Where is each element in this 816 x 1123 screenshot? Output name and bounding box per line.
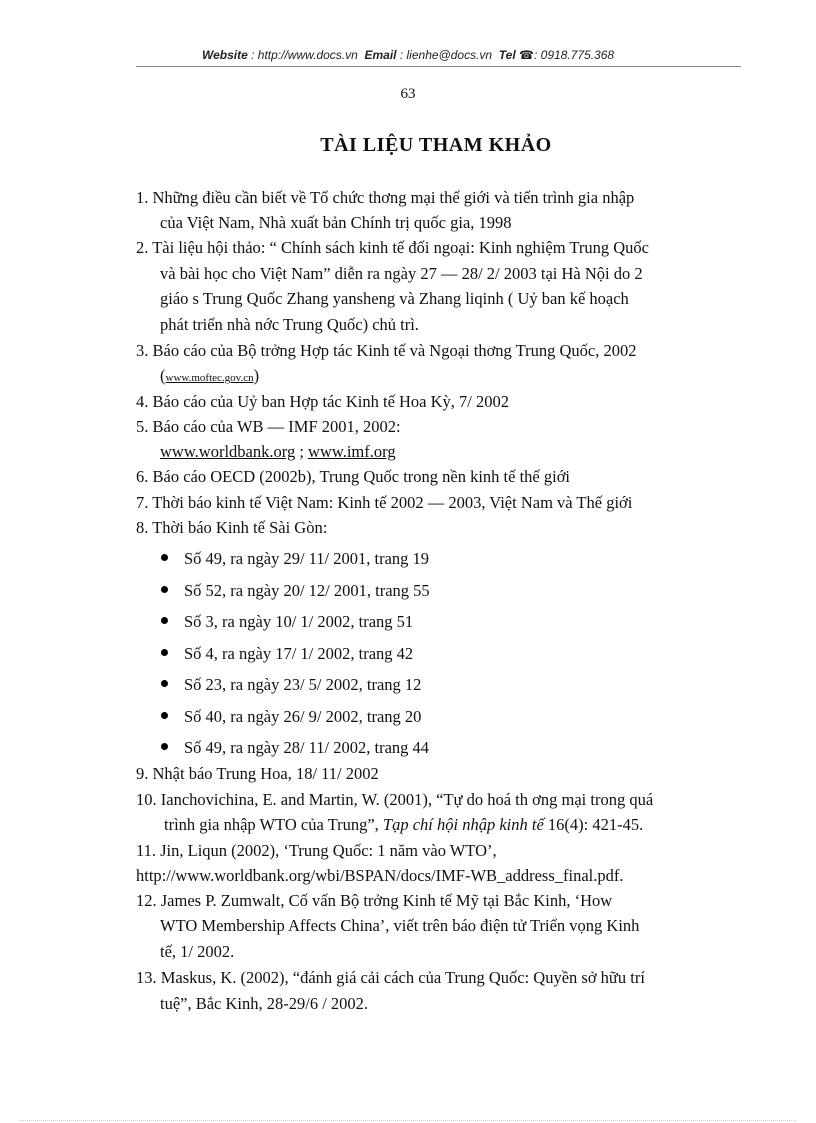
- ref-12-line-3: tế, 1/ 2002.: [160, 942, 235, 961]
- ref-8-issue: Số 4, ra ngày 17/ 1/ 2002, trang 42: [184, 644, 414, 663]
- ref-7: 7. Thời báo kinh tế Việt Nam: Kinh tế 2002 — 2003, Việt Nam và Thế giới: [136, 493, 633, 512]
- ref-10-line-2: trình gia nhập WTO của Trung”, Tạp chí hội nhập kinh tế 16(4): 421-45.: [164, 815, 644, 834]
- bullet-icon: [161, 680, 168, 687]
- ref-5-line-2: www.worldbank.org ; www.imf.org: [160, 442, 396, 461]
- email-value[interactable]: lienhe@docs.vn: [406, 48, 493, 62]
- tel-value: 0918.775.368: [540, 48, 615, 62]
- bullet-icon: [161, 712, 168, 719]
- ref-8: 8. Thời báo Kinh tế Sài Gòn:: [136, 518, 328, 537]
- ref-12-line-2: WTO Membership Affects China’, viết trên báo điện tử Triển vọng Kinh: [160, 916, 640, 935]
- ref-2-line-2: và bài học cho Việt Nam” diễn ra ngày 27 — 28/ 2/ 2003 tại Hà Nội do 2: [160, 264, 643, 283]
- imf-link[interactable]: www.imf.org: [308, 442, 396, 461]
- ref-9: 9. Nhật báo Trung Hoa, 18/ 11/ 2002: [136, 764, 379, 783]
- ref-3-link[interactable]: www.moftec.gov.cn: [165, 372, 254, 384]
- ref-8-issue: Số 49, ra ngày 28/ 11/ 2002, trang 44: [184, 738, 430, 757]
- bullet-icon: [161, 617, 168, 624]
- ref-2-line-4: phát triển nhà nớc Trung Quốc) chủ trì.: [160, 315, 419, 334]
- tel-label: Tel: [498, 48, 516, 62]
- bullet-icon: [161, 554, 168, 561]
- ref-8-issue: Số 3, ra ngày 10/ 1/ 2002, trang 51: [184, 612, 414, 631]
- website-label: Website: [201, 48, 248, 62]
- bullet-icon: [161, 743, 168, 750]
- ref-6: 6. Báo cáo OECD (2002b), Trung Quốc trong nền kinh tế thế giới: [136, 467, 571, 486]
- ref-13-line-2: tuệ”, Bắc Kinh, 28-29/6 / 2002.: [160, 994, 369, 1013]
- ref-5-line-1: 5. Báo cáo của WB — IMF 2001, 2002:: [136, 417, 401, 436]
- telephone-icon: ☎: [519, 48, 534, 62]
- bullet-icon: [161, 586, 168, 593]
- bullet-icon: [161, 649, 168, 656]
- ref-4: 4. Báo cáo của Uỷ ban Hợp tác Kinh tế Hoa Kỳ, 7/ 2002: [136, 392, 510, 411]
- worldbank-link[interactable]: www.worldbank.org: [160, 442, 296, 461]
- page-header: Website : http://www.docs.vn Email : lienhe@docs.vn Tel ☎: 0918.775.368: [201, 48, 615, 62]
- website-value[interactable]: http://www.docs.vn: [257, 48, 358, 62]
- page-title: TÀI LIỆU THAM KHẢO: [320, 134, 552, 156]
- ref-12-line-1: 12. James P. Zumwalt, Cố vấn Bộ trởng Kinh tế Mỹ tại Bắc Kinh, ‘How: [136, 891, 613, 910]
- ref-3-line-2: (www.moftec.gov.cn): [160, 366, 260, 385]
- ref-1-line-2: của Việt Nam, Nhà xuất bản Chính trị quốc gia, 1998: [160, 213, 512, 232]
- ref-8-issue: Số 40, ra ngày 26/ 9/ 2002, trang 20: [184, 707, 422, 726]
- ref-2-line-3: giáo s Trung Quốc Zhang yansheng và Zhang liqinh ( Uỷ ban kế hoạch: [160, 289, 629, 308]
- ref-8-issue: Số 23, ra ngày 23/ 5/ 2002, trang 12: [184, 675, 422, 694]
- ref-8-issue: Số 52, ra ngày 20/ 12/ 2001, trang 55: [184, 581, 430, 600]
- header-divider: [136, 66, 741, 67]
- page-number: 63: [400, 86, 416, 102]
- ref-10-line-1: 10. Ianchovichina, E. and Martin, W. (2001), “Tự do hoá th ơng mại trong quá: [136, 790, 654, 809]
- ref-11-line-1: 11. Jin, Liqun (2002), ‘Trung Quốc: 1 năm vào WTO’,: [136, 841, 497, 860]
- ref-3-line-1: 3. Báo cáo của Bộ trởng Hợp tác Kinh tế và Ngoại thơng Trung Quốc, 2002: [136, 341, 637, 360]
- journal-title: Tạp chí hội nhập kinh tế: [382, 815, 544, 834]
- ref-2-line-1: 2. Tài liệu hội thảo: “ Chính sách kinh tế đối ngoại: Kinh nghiệm Trung Quốc: [136, 238, 649, 257]
- ref-1-line-1: 1. Những điều cần biết về Tổ chức thơng mại thế giới và tiến trình gia nhập: [136, 188, 635, 207]
- ref-13-line-1: 13. Maskus, K. (2002), “đánh giá cải cách của Trung Quốc: Quyền sở hữu trí: [136, 968, 645, 987]
- email-label: Email: [364, 48, 397, 62]
- ref-11-url[interactable]: http://www.worldbank.org/wbi/BSPAN/docs/IMF-WB_address_final.pdf.: [136, 866, 624, 885]
- page-footer-rule: [20, 1120, 796, 1121]
- ref-8-issue: Số 49, ra ngày 29/ 11/ 2001, trang 19: [184, 549, 430, 568]
